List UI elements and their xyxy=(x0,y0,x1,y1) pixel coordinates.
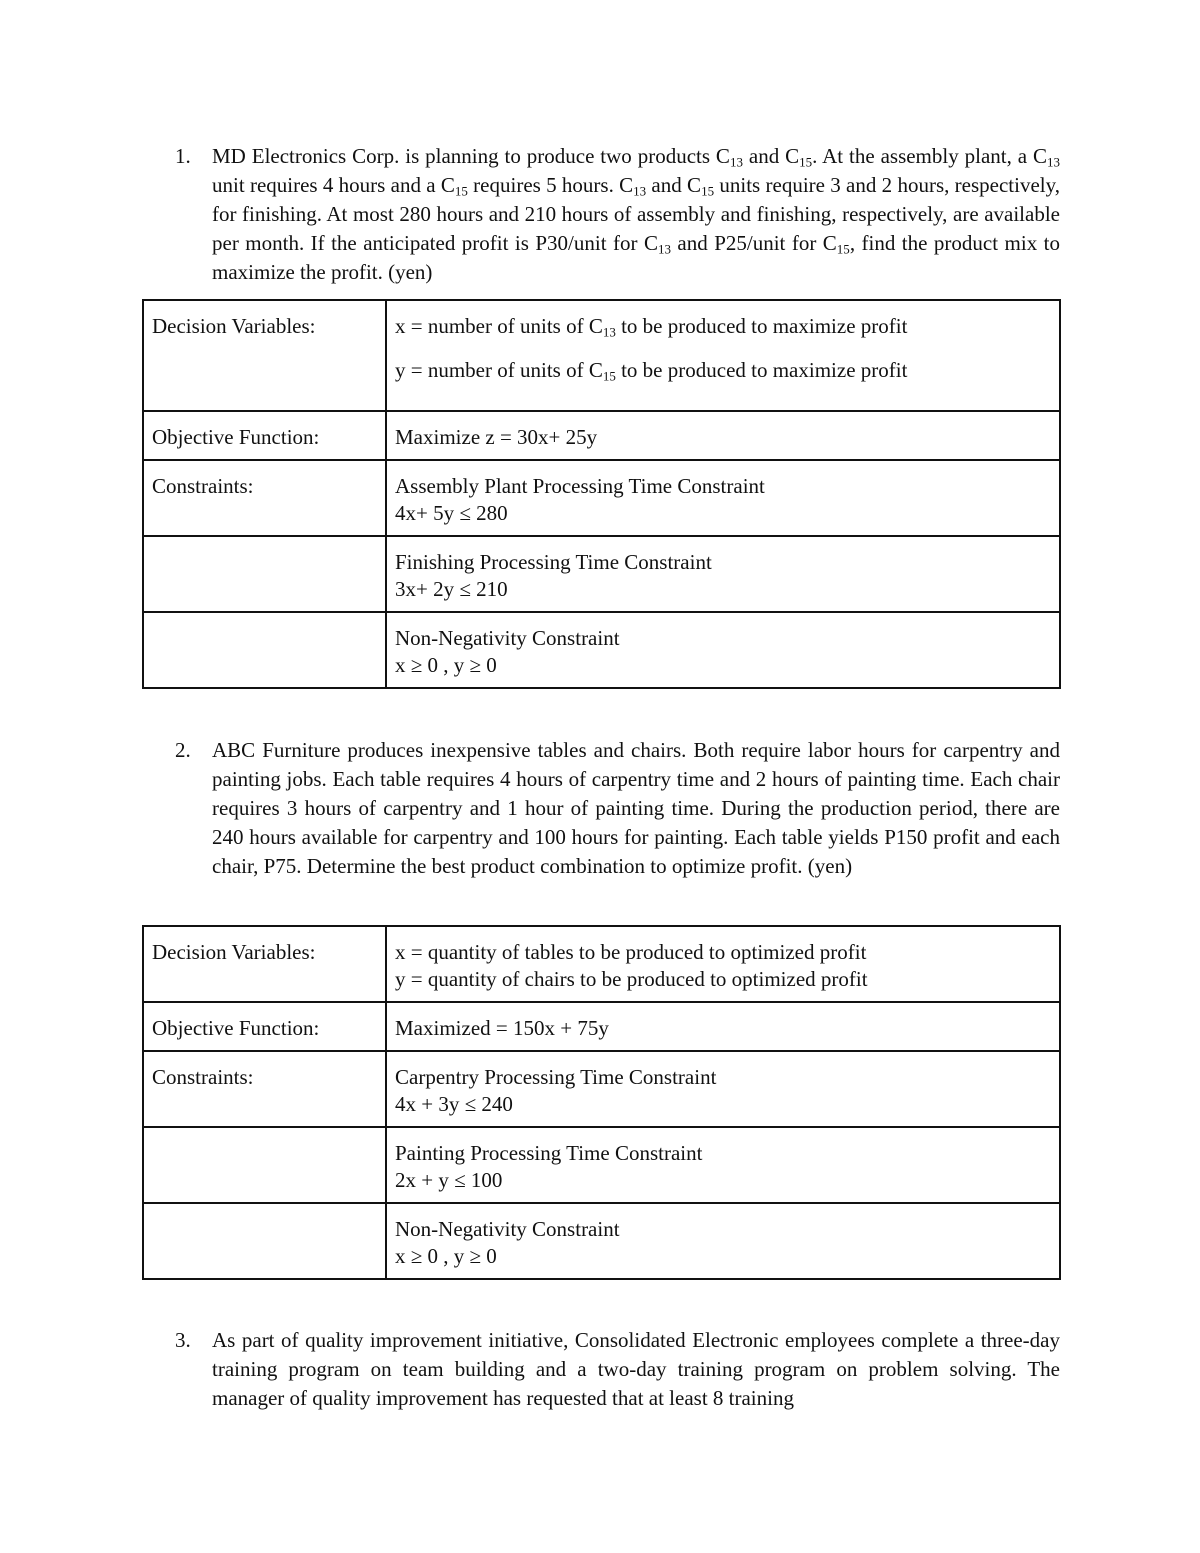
table-row xyxy=(143,1203,1060,1279)
decision-variable-x: x = number of units of $C_{13}$ to be produced to maximize profit xyxy=(395,314,908,340)
table-row xyxy=(143,1051,1060,1127)
objective-function: Maximized = 150x + 75y xyxy=(386,1002,1060,1051)
constraint-expression: x ≥ 0 , y ≥ 0 xyxy=(395,1244,497,1268)
problem-text: MD Electronics Corp. is planning to produce two products $C_{13}$ and $C_{15}$. At the assembly plant, a $C_{13}$ unit requires 4 hours and a $C_{15}$ requires 5 hours. $C_{13}$ and $C_{15}$ units require 3 and 2 hours, respectively, for finishing. At most 280 hours and 210 hours of assembly and finishing, respectively, are available per month. If the anticipated profit is P30/unit for $C_{13}$ and P25/unit for $C_{15}$, find the product mix to maximize the profit. (yen) xyxy=(212,144,1061,284)
constraint-title: Painting Processing Time Constraint xyxy=(395,1141,703,1165)
decision-variables-cell xyxy=(386,300,1060,411)
constraint-expression: 2x + y ≤ 100 xyxy=(395,1168,503,1192)
table-row xyxy=(143,1127,1060,1203)
decision-variable-x: x = quantity of tables to be produced to optimized profit xyxy=(395,940,867,964)
constraint-cell xyxy=(386,1203,1060,1279)
problem-1 xyxy=(175,142,1060,287)
decision-variable-y: y = quantity of chairs to be produced to optimized profit xyxy=(395,967,868,991)
constraint-title: Assembly Plant Processing Time Constraint xyxy=(395,474,765,498)
problem-2 xyxy=(175,736,1060,881)
problem-text: ABC Furniture produces inexpensive tables and chairs. Both require labor hours for carpentry and painting jobs. Each table requires 4 hours of carpentry time and 2 hours of painting time. Each chair requires 3 hours of carpentry and 1 hour of painting time. During the production period, there are 240 hours available for carpentry and 100 hours for painting. Each table yields P150 profit and each chair, P75. Determine the best product combination to optimize profit. (yen) xyxy=(212,738,1060,878)
lp-model-table-2 xyxy=(142,925,1061,1280)
empty-cell xyxy=(143,1127,386,1203)
constraint-expression: x ≥ 0 , y ≥ 0 xyxy=(395,653,497,677)
objective-function-label: Objective Function: xyxy=(143,411,386,460)
decision-variable-y: y = number of units of $C_{15}$ to be produced to maximize profit xyxy=(395,358,908,384)
decision-variables-cell xyxy=(386,926,1060,1002)
problem-number: 3. xyxy=(175,1328,191,1352)
constraint-title: Non-Negativity Constraint xyxy=(395,1217,620,1241)
constraint-expression: 4x+ 5y ≤ 280 xyxy=(395,501,508,525)
problem-number: 1. xyxy=(175,144,191,168)
table-row xyxy=(143,1002,1060,1051)
problem-text: As part of quality improvement initiative, Consolidated Electronic employees complete a three-day training program on team building and a two-day training program on problem solving. The manager of quality improvement has requested that at least 8 training xyxy=(212,1328,1060,1410)
constraint-title: Carpentry Processing Time Constraint xyxy=(395,1065,717,1089)
empty-cell xyxy=(143,612,386,688)
table-row xyxy=(143,612,1060,688)
table-row xyxy=(143,300,1060,411)
constraint-title: Finishing Processing Time Constraint xyxy=(395,550,712,574)
constraint-cell xyxy=(386,1051,1060,1127)
constraint-expression: 3x+ 2y ≤ 210 xyxy=(395,577,508,601)
problem-3 xyxy=(175,1326,1060,1413)
constraint-title: Non-Negativity Constraint xyxy=(395,626,620,650)
constraint-expression: 4x + 3y ≤ 240 xyxy=(395,1092,513,1116)
problem-number: 2. xyxy=(175,738,191,762)
empty-cell xyxy=(143,1203,386,1279)
table-row xyxy=(143,536,1060,612)
decision-variables-label: Decision Variables: xyxy=(143,926,386,1002)
constraint-cell xyxy=(386,536,1060,612)
constraint-cell xyxy=(386,612,1060,688)
decision-variables-label: Decision Variables: xyxy=(143,300,386,411)
constraint-cell xyxy=(386,1127,1060,1203)
constraints-label: Constraints: xyxy=(143,460,386,536)
objective-function: Maximize z = 30x+ 25y xyxy=(386,411,1060,460)
lp-model-table-1 xyxy=(142,299,1061,689)
constraint-cell xyxy=(386,460,1060,536)
table-row xyxy=(143,926,1060,1002)
constraints-label: Constraints: xyxy=(143,1051,386,1127)
table-row xyxy=(143,460,1060,536)
objective-function-label: Objective Function: xyxy=(143,1002,386,1051)
empty-cell xyxy=(143,536,386,612)
table-row xyxy=(143,411,1060,460)
